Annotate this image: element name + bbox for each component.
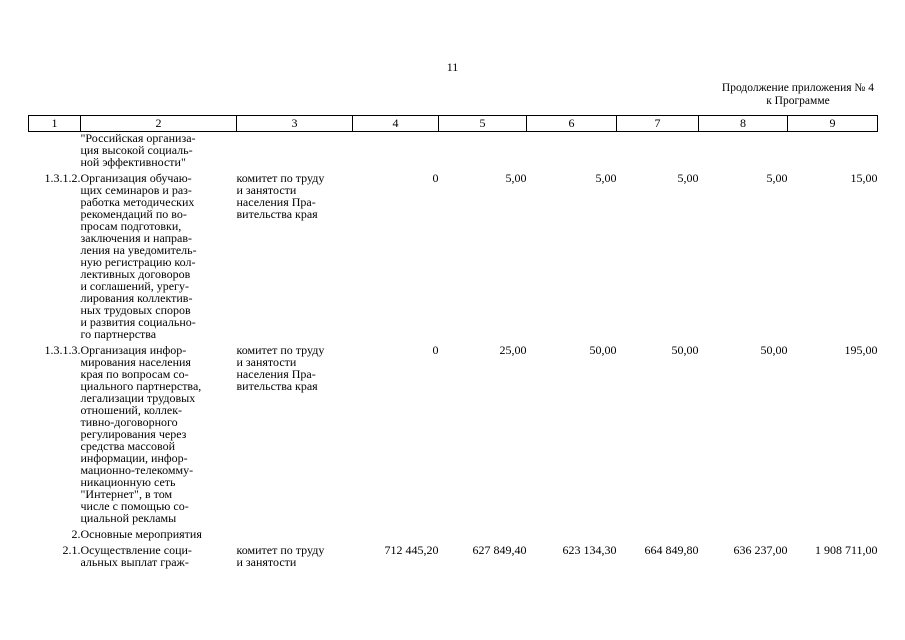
row-executor-line: и занятости bbox=[236, 555, 297, 569]
column-header: 5 bbox=[439, 116, 527, 132]
row-name-line: Организация инфор- bbox=[80, 343, 187, 357]
row-executor-line: и занятости bbox=[236, 183, 297, 197]
row-name-line: ция высокой социаль- bbox=[80, 143, 193, 157]
row-name-line: и развития социально- bbox=[80, 315, 196, 329]
row-name-line: тивно-договорного bbox=[80, 415, 178, 429]
row-name bbox=[81, 132, 237, 173]
row-name-line: рекомендаций по во- bbox=[80, 207, 187, 221]
row-name-line: заключения и направ- bbox=[80, 231, 193, 245]
row-executor bbox=[237, 132, 353, 173]
row-executor-line: населения Пра- bbox=[236, 367, 316, 381]
row-value: 195,00 bbox=[844, 343, 878, 357]
row-value: 1 908 711,00 bbox=[814, 543, 878, 557]
continuation-line: к Программе bbox=[766, 95, 830, 107]
row-code: 1.3.1.3. bbox=[44, 343, 81, 357]
row-value bbox=[788, 132, 878, 173]
program-table bbox=[28, 115, 878, 572]
row-name-line: ления на уведомитель- bbox=[80, 243, 197, 257]
continuation-line: Продолжение приложения № 4 bbox=[721, 82, 874, 94]
row-value: 623 134,30 bbox=[562, 543, 617, 557]
row-name-line: щих семинаров и раз- bbox=[80, 183, 192, 197]
row-executor-line: комитет по труду bbox=[236, 171, 325, 185]
row-executor-line: комитет по труду bbox=[236, 343, 325, 357]
row-value bbox=[699, 132, 788, 173]
table-row bbox=[29, 172, 878, 344]
row-value: 15,00 bbox=[850, 171, 878, 185]
row-name-line: Основные мероприятия bbox=[80, 527, 202, 541]
row-value bbox=[527, 132, 617, 173]
table-row bbox=[29, 344, 878, 528]
row-executor-line: населения Пра- bbox=[236, 195, 316, 209]
row-executor bbox=[237, 544, 353, 572]
continuation-note bbox=[722, 82, 874, 108]
row-value: 0 bbox=[432, 171, 439, 185]
row-value: 50,00 bbox=[671, 343, 699, 357]
row-name-line: лективных договоров bbox=[80, 267, 191, 281]
row-code: 2.1. bbox=[62, 543, 81, 557]
row-name-line: го партнерства bbox=[80, 327, 157, 341]
page-number: 11 bbox=[446, 60, 459, 74]
row-value: 5,00 bbox=[505, 171, 527, 185]
row-name-line: ных трудовых споров bbox=[80, 303, 191, 317]
table-row bbox=[29, 528, 878, 544]
column-header: 6 bbox=[527, 116, 617, 132]
row-name-line: информации, инфор- bbox=[80, 451, 188, 465]
row-code bbox=[29, 132, 81, 173]
table-row bbox=[29, 544, 878, 572]
row-code: 1.3.1.2. bbox=[44, 171, 81, 185]
table-body bbox=[29, 132, 878, 573]
row-value: 712 445,20 bbox=[384, 543, 439, 557]
row-name-line: ной эффективности" bbox=[80, 155, 186, 169]
row-name-line: мирования населения bbox=[80, 355, 191, 369]
row-name-line: края по вопросам со- bbox=[80, 367, 189, 381]
row-name-line: альных выплат граж- bbox=[80, 555, 189, 569]
row-executor bbox=[237, 344, 353, 528]
row-value: 5,00 bbox=[677, 171, 699, 185]
row-name-line: средства массовой bbox=[80, 439, 175, 453]
row-name-line: работка методических bbox=[80, 195, 195, 209]
column-header: 4 bbox=[353, 116, 439, 132]
row-value bbox=[353, 528, 439, 544]
column-header: 1 bbox=[29, 116, 81, 132]
row-value: 5,00 bbox=[595, 171, 617, 185]
row-code: 2. bbox=[71, 527, 81, 541]
row-executor-line: комитет по труду bbox=[236, 543, 325, 557]
row-name bbox=[81, 344, 237, 528]
row-name-line: и соглашений, урегу- bbox=[80, 279, 189, 293]
row-value bbox=[617, 528, 699, 544]
row-name-line: лирования коллектив- bbox=[80, 291, 193, 305]
row-executor-line: и занятости bbox=[236, 355, 297, 369]
row-value: 627 849,40 bbox=[472, 543, 527, 557]
row-value bbox=[617, 132, 699, 173]
column-header: 2 bbox=[81, 116, 237, 132]
row-name-line: ную регистрацию кол- bbox=[80, 255, 196, 269]
row-name-line: регулирования через bbox=[80, 427, 187, 441]
row-name-line: Осуществление соци- bbox=[80, 543, 192, 557]
row-name-line: циального партнерства, bbox=[80, 379, 202, 393]
row-name bbox=[81, 544, 237, 572]
column-header: 3 bbox=[237, 116, 353, 132]
row-executor-line: вительства края bbox=[236, 379, 318, 393]
row-name-line: мационно-телекомму- bbox=[80, 463, 194, 477]
row-name bbox=[81, 528, 237, 544]
row-value bbox=[353, 132, 439, 173]
row-value: 50,00 bbox=[760, 343, 788, 357]
row-name-line: "Интернет", в том bbox=[80, 487, 173, 501]
column-number-row bbox=[29, 116, 878, 132]
row-value bbox=[439, 528, 527, 544]
row-name-line: просам подготовки, bbox=[80, 219, 182, 233]
row-executor-line: вительства края bbox=[236, 207, 318, 221]
row-name-line: легализации трудовых bbox=[80, 391, 196, 405]
column-header: 7 bbox=[617, 116, 699, 132]
row-value: 0 bbox=[432, 343, 439, 357]
row-executor bbox=[237, 528, 353, 544]
row-name-line: циальной рекламы bbox=[80, 511, 177, 525]
row-name-line: числе с помощью со- bbox=[80, 499, 189, 513]
row-name-line: отношений, коллек- bbox=[80, 403, 183, 417]
column-header: 8 bbox=[699, 116, 788, 132]
column-header: 9 bbox=[788, 116, 878, 132]
row-value: 664 849,80 bbox=[644, 543, 699, 557]
row-value bbox=[788, 528, 878, 544]
table-row bbox=[29, 132, 878, 173]
row-name-line: никационную сеть bbox=[80, 475, 176, 489]
row-value: 25,00 bbox=[499, 343, 527, 357]
row-value: 5,00 bbox=[766, 171, 788, 185]
row-value: 50,00 bbox=[589, 343, 617, 357]
row-executor bbox=[237, 172, 353, 344]
row-value bbox=[527, 528, 617, 544]
row-name-line: Организация обучаю- bbox=[80, 171, 192, 185]
row-name-line: "Российская организа- bbox=[80, 131, 196, 145]
row-value bbox=[439, 132, 527, 173]
row-value: 636 237,00 bbox=[733, 543, 788, 557]
row-name bbox=[81, 172, 237, 344]
row-value bbox=[699, 528, 788, 544]
